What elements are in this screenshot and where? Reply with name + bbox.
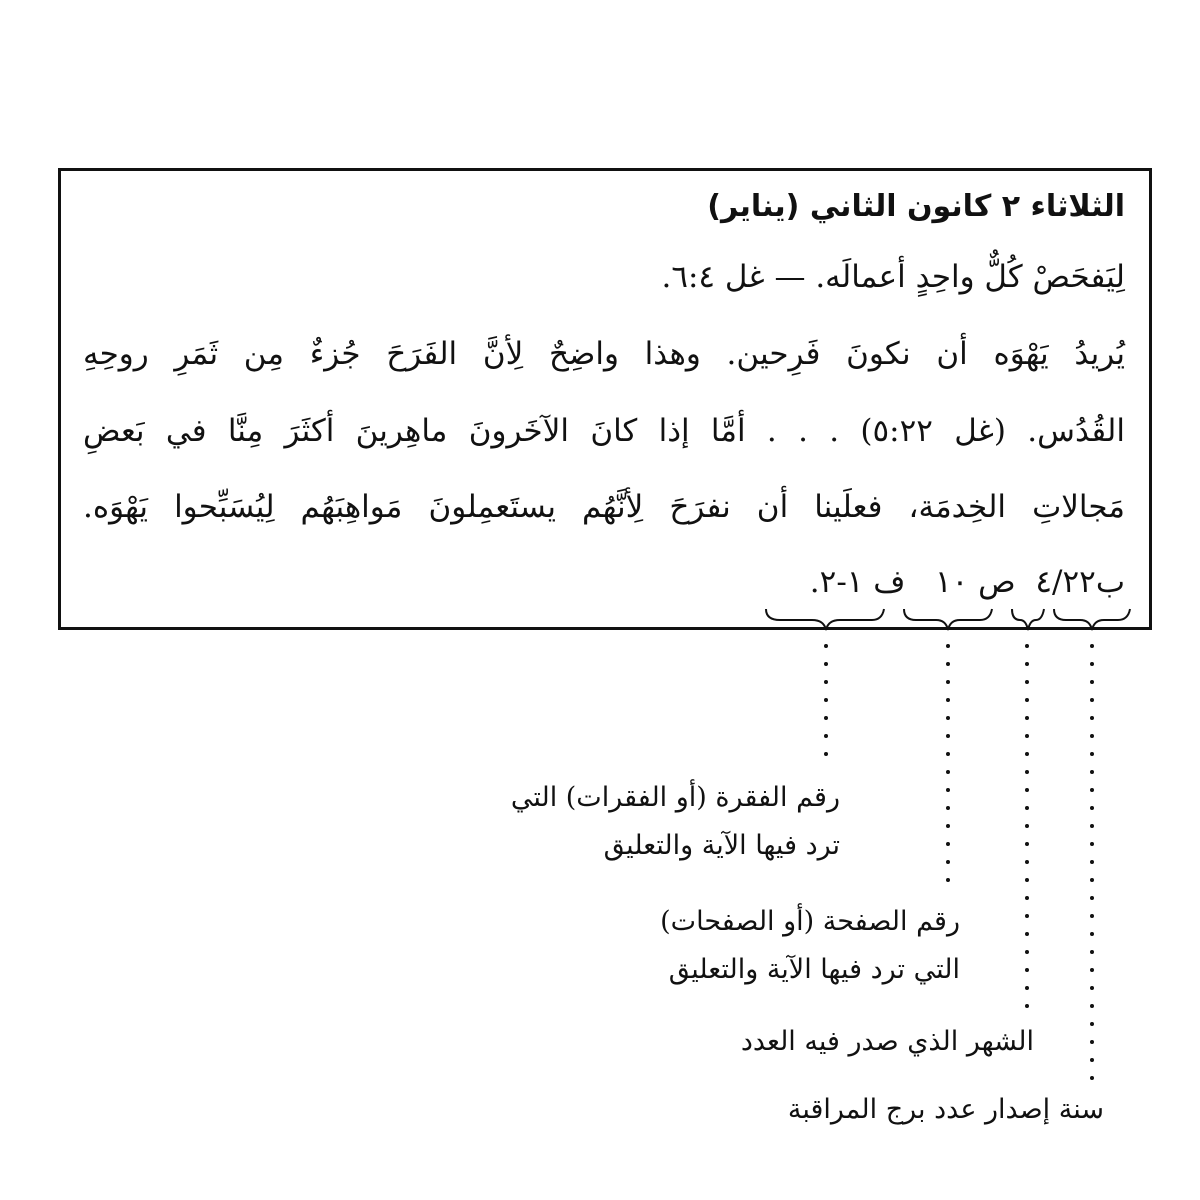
- commentary-line-2: القُدُس. (غل ٥:٢٢) . . . أمَّا إذا كانَ الآخَرونَ ماهِرينَ أكثَرَ مِنَّا في بَعضِ: [83, 413, 1125, 449]
- reference-slash: /: [1052, 564, 1063, 600]
- daily-text-box: [58, 168, 1152, 630]
- reference-page: ص ١٠: [935, 564, 1016, 600]
- label-page-line-1: رقم الصفحة (أو الصفحات): [660, 906, 960, 937]
- scripture-line: لِيَفحَصْ كُلٌّ واحِدٍ أعمالَه. — غل ٦:٤.: [661, 259, 1125, 295]
- label-year-line: سنة إصدار عدد برج المراقبة: [787, 1094, 1104, 1125]
- date-heading: الثلاثاء ٢ كانون الثاني (يناير): [707, 189, 1125, 224]
- commentary-line-3: مَجالاتِ الخِدمَة، فعلَينا أن نفرَحَ لِأنَّهُم يستَعمِلونَ مَواهِبَهُم لِيُسَبِّحوا يَهْوَه.: [83, 489, 1125, 525]
- dots-paragraph: [824, 644, 828, 756]
- label-month: [741, 1018, 1034, 1066]
- dots-year: [1090, 644, 1094, 1080]
- label-month-line: الشهر الذي صدر فيه العدد: [740, 1026, 1034, 1057]
- label-page: [660, 898, 960, 994]
- reference-paragraph: ف ١-٢.: [809, 564, 906, 600]
- label-paragraph-line-1: رقم الفقرة (أو الفقرات) التي: [510, 782, 840, 813]
- commentary-line-1: يُريدُ يَهْوَه أن نكونَ فَرِحين. وهذا واضِحٌ لِأنَّ الفَرَحَ جُزءٌ مِن ثَمَرِ روحِهِ: [83, 336, 1125, 372]
- dots-page: [946, 644, 950, 882]
- label-year: [788, 1086, 1104, 1134]
- label-paragraph: [511, 774, 840, 870]
- reference-month: ٤: [1035, 564, 1053, 600]
- dots-month: [1025, 644, 1029, 1008]
- reference-line: [810, 564, 1125, 600]
- label-paragraph-line-2: ترد فيها الآية والتعليق: [603, 830, 840, 861]
- label-page-line-2: التي ترد فيها الآية والتعليق: [668, 954, 960, 985]
- reference-year: ب٢٢: [1062, 564, 1125, 600]
